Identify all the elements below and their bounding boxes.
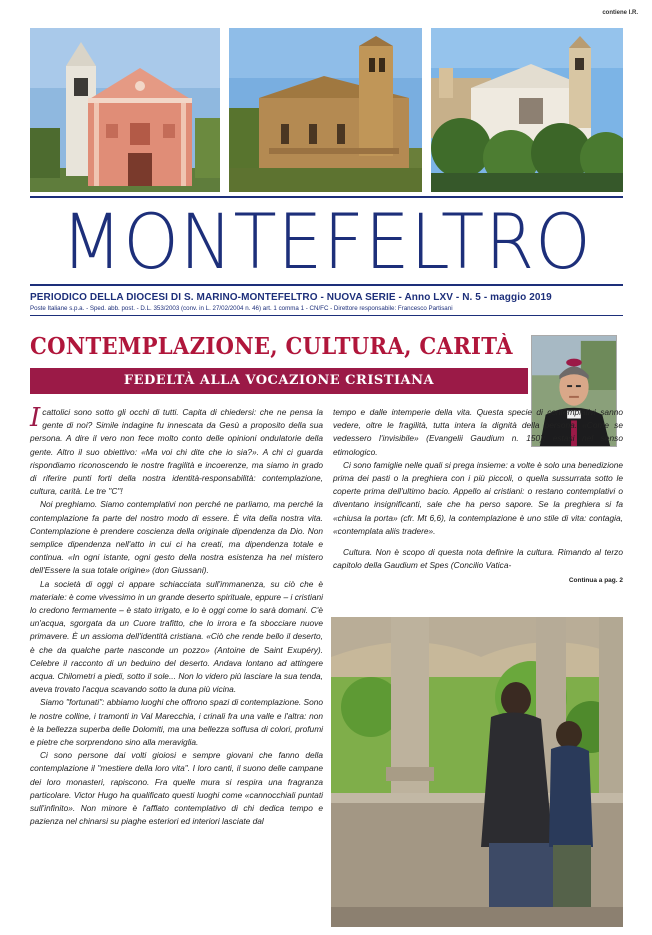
masthead-title: MONTEFELTRO [61,197,592,286]
paragraph: La società di oggi ci appare schiacciata sull'immanenza, su ciò che è materiale: è come vivessimo in un grande deserto spirituale, eppure – i cristiani lo credono fermamente – è stato irrigato, e lo è oggi come lo sarà domani. C'è un'acqua, sgorgata da un Cuore trafitto, che lo irrora e fa sbocciare nuove primavere. È un assioma dell'identità cristiana. «Ciò che rende bello il deserto, è che da qualche parte nasconde un pozzo» (Antoine de Saint Exupéry). Celebre il racconto di un beduino del deserto. Andava lontano ad attingere acqua. Chilometri a piedi, sotto il sole... Non lo videro più lasciare la sua tenda, aveva trovato l'acqua scavando sotto la duna più vicina. [30,578,323,695]
top-note: contiene I.R. [602,10,638,16]
article-column-right [333,406,623,588]
church-photo-pink [30,28,220,192]
article-column-left [30,403,323,829]
drop-cap: I [30,403,41,433]
periodical-subtitle: PERIODICO DELLA DIOCESI DI S. MARINO-MONTEFELTRO - NUOVA SERIE - Anno LXV - N. 5 - maggio 2019 [30,292,552,303]
paragraph: Ci sono famiglie nelle quali si prega insieme: a volte è solo una benedizione prima dei pasti o la preghiera con i più piccoli, o quella sussurrata sotto le coperte prima dell'ultimo bacio. Appello ai cristiani: o restano contemplativi o diventano insignificanti, sale che ha perso sapore. Se la preghiera si fa «chiusa la porta» (cfr. Mt 6,6), la contemplazione è uno stile di vita: contagia, «contemplata aliis tradere». [333,459,623,536]
paragraph: Ci sono persone dai volti gioiosi e sempre giovani che fanno della contemplazione il "mestiere della loro vita". I loro canti, il suono delle campane dei loro monasteri, rapiscono. Fra quelle mura si respira una fragranza particolare. Victor Hugo ha qualificato questi luoghi come «cannocchiali puntati sull'infinito». Non minore è l'afflato contemplativo di chi dedica tempo e pazienza nel chinarsi su piaghe esteriori ed interiori lasciate dal [30,750,323,827]
postal-info: Poste Italiane s.p.a. - Sped. abb. post. - D.L. 353/2003 (conv. in L. 27/02/2004 n. 46) art. 1 comma 1 - CN/FC - Direttore responsabile: Francesco Partisani [30,305,623,316]
article-headline: CONTEMPLAZIONE, CULTURA, CARITÀ [30,333,513,360]
continued-link[interactable]: Continua a pag. 2 [568,577,623,585]
church-photo-white [431,28,623,192]
paragraph: I cattolici sono sotto gli occhi di tutti. Capita di chiedersi: che ne pensa la gente di noi? Simile indagine fu innescata da Gesù a proposito della sua persona. A dire il vero non fece molto conto delle opinioni ondulatorie della gente. Altro il suo obiettivo: «Ma voi chi dite che io sia?». A chi ci guarda rispondiamo riconoscendo le nostre fragilità e incoerenze, ma siamo in grado di riferire punti forti della nostra identità-responsabilità: contemplazione, cultura, carità. Le tre "C"! [30,403,323,497]
paragraph: Siamo "fortunati": abbiamo luoghi che offrono spazi di contemplazione. Sono le nostre colline, i tramonti in Val Marecchia, i crinali fra una valle e l'altra: non è la bellezza superba delle Dolomiti, ma una bellezza soffusa di colori, profumi e pietre che sorprendono sino alla meraviglia. [30,697,323,748]
kicker-bar [30,368,528,394]
article-kicker: FEDELTÀ ALLA VOCAZIONE CRISTIANA [123,373,435,388]
paragraph: tempo e dalle intemperie della vita. Questa specie di contemplativi sanno vedere, oltre le fragilità, tutta intera la dignità della persona. «Come se vedessero l'invisibile» (Evangelii Gaudium n. 150): estasi nel senso etimologico. [333,407,623,457]
paragraph: Noi preghiamo. Siamo contemplativi non perché ne parliamo, ma perché la contemplazione fa parte del nostro modo di essere. È vita della nostra vita. Contemplazione è prendere coscienza della originale dipendenza da Dio. Non semplice dipendenza nell'atto in cui ci ha creati, ma dipendenza totale e continua. «In ogni istante, ogni gesto della nostra esistenza ha nel mistero dell'Essere la sua totale origine» (don Giussani). [30,499,323,576]
paragraph: Cultura. Non è scopo di questa nota definire la cultura. Rimando al terzo capitolo della Gaudium et Spes (Concilio Vatica- [333,547,623,571]
cloister-photo [331,617,623,927]
church-photo-stone [229,28,422,192]
masthead [30,196,623,286]
